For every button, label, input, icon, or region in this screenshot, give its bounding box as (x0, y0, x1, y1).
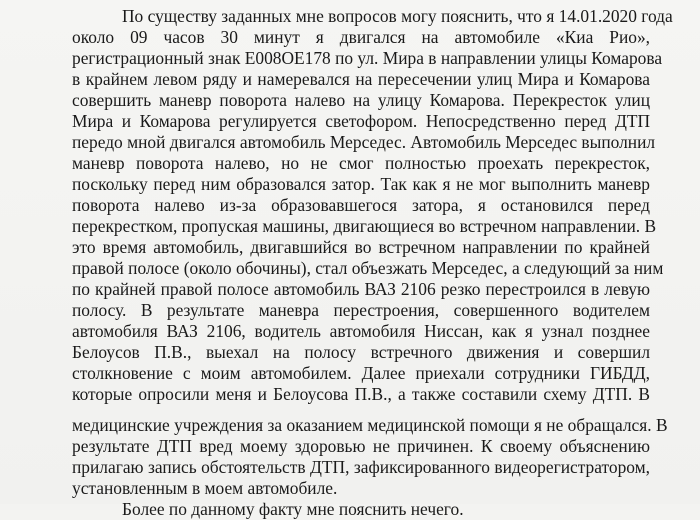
text-line-20: медицинские учреждения за оказанием медицинской помощи я не обращался. В (72, 415, 668, 435)
text-line-15: полосу. В результате маневра перестроения, совершенного водителем (72, 300, 650, 320)
text-line-7: передо мной двигался автомобиль Мерседес. Автомобиль Мерседес выполнил (72, 132, 656, 152)
text-line-18: столкновение с моим автомобилем. Далее приехали сотрудники ГИБДД, (72, 363, 650, 383)
text-line-24: Более по данному факту мне пояснить нечего. (122, 499, 464, 519)
text-line-5: совершить маневр поворота налево на улицу Комарова. Перекресток улиц (72, 90, 650, 110)
text-line-14: по крайней правой полосе автомобиль ВАЗ 2106 резко перестроился в левую (72, 279, 650, 299)
text-line-23: установленным в моем автомобиле. (72, 478, 338, 498)
text-line-17: Белоусов П.В., выехал на полосу встречного движения и совершил (72, 342, 650, 362)
text-line-16: автомобиля ВАЗ 2106, водитель автомобиля Ниссан, как я узнал позднее (72, 321, 650, 341)
text-line-2: около 09 часов 30 минут я двигался на автомобиле «Киа Рио», (72, 27, 650, 47)
text-line-1: По существу заданных мне вопросов могу пояснить, что я 14.01.2020 года (122, 6, 673, 26)
text-line-10: поворота налево из-за образовавшегося затора, я остановился перед (72, 195, 650, 215)
text-line-19: которые опросили меня и Белоусова П.В., а также составили схему ДТП. В (72, 384, 650, 404)
text-line-8: маневр поворота налево, но не смог полностью проехать перекресток, (72, 153, 650, 173)
text-line-6: Мира и Комарова регулируется светофором. Непосредственно перед ДТП (72, 111, 650, 131)
text-line-4: в крайнем левом ряду и намеревался на пересечении улиц Мира и Комарова (72, 69, 650, 89)
text-line-9: поскольку перед ним образовался затор. Так как я не мог выполнить маневр (72, 174, 650, 194)
text-line-21: результате ДТП вред моему здоровью не причинен. К своему объяснению (72, 436, 650, 456)
text-line-13: правой полосе (около обочины), стал объезжать Мерседес, а следующий за ним (72, 258, 664, 278)
text-line-3: регистрационный знак Е008ОЕ178 по ул. Мира в направлении улицы Комарова (72, 48, 663, 68)
text-line-11: перекрестком, пропуская машины, двигающиеся во встречном направлении. В (72, 216, 657, 236)
text-line-12: это время автомобиль, двигавшийся во встречном направлении по крайней (72, 237, 650, 257)
text-line-22: прилагаю запись обстоятельств ДТП, зафиксированного видеорегистратором, (72, 457, 650, 477)
